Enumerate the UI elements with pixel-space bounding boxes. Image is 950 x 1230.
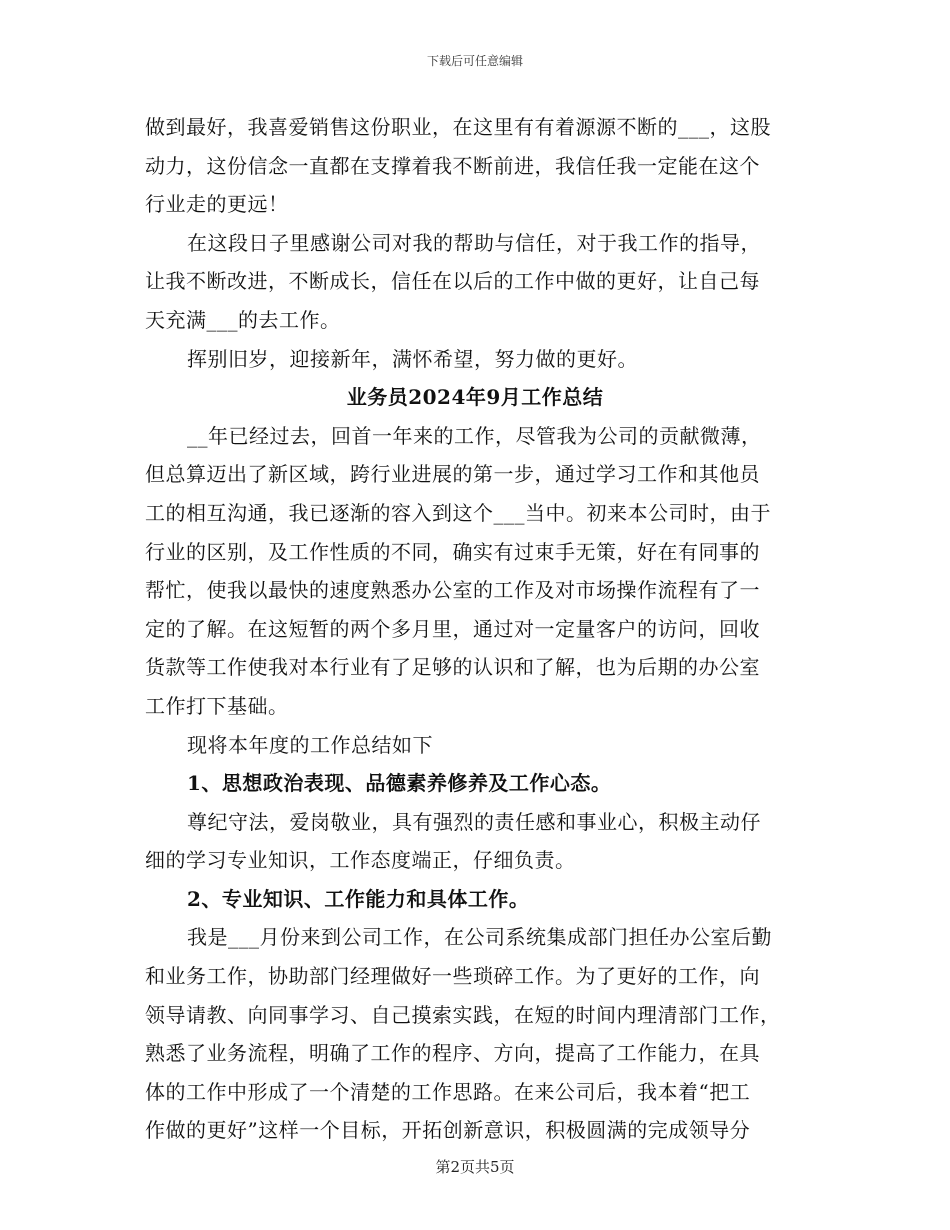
paragraph-line: 帮忙，使我以最快的速度熟悉办公室的工作及对市场操作流程有了一	[145, 578, 760, 603]
subheading-2: 2、专业知识、工作能力和具体工作。	[187, 886, 530, 911]
paragraph-line: 工作打下基础。	[145, 693, 289, 718]
paragraph-line: __年已经过去，回首一年来的工作，尽管我为公司的贡献微薄，	[187, 423, 762, 448]
paragraph-line: 行业走的更远！	[145, 192, 289, 217]
paragraph-line: 细的学习专业知识，工作态度端正，仔细负责。	[145, 848, 576, 873]
paragraph-line: 领导请教、向同事学习、自己摸索实践，在短的时间内理清部门工作，	[145, 1002, 781, 1027]
document-body	[145, 108, 805, 1150]
subheading-1: 1、思想政治表现、品德素养修养及工作心态。	[187, 771, 612, 796]
paragraph-line: 在这段日子里感谢公司对我的帮助与信任，对于我工作的指导，	[187, 230, 761, 255]
paragraph-line: 现将本年度的工作总结如下	[187, 732, 433, 757]
paragraph-line: 但总算迈出了新区域，跨行业进展的第一步，通过学习工作和其他员	[145, 462, 760, 487]
paragraph-line: 天充满___的去工作。	[145, 307, 341, 332]
paragraph-line: 动力，这份信念一直都在支撑着我不断前进，我信任我一定能在这个	[145, 153, 760, 178]
page-number: 第2页共5页	[435, 1158, 515, 1176]
paragraph-line: 行业的区别，及工作性质的不同，确实有过束手无策，好在有同事的	[145, 539, 760, 564]
paragraph-line: 工的相互沟通，我已逐渐的容入到这个___当中。初来本公司时，由于	[145, 500, 771, 525]
page-header: 下载后可任意编辑	[426, 54, 523, 68]
paragraph-line: 定的了解。在这短暂的两个多月里，通过对一定量客户的访问，回收	[145, 616, 760, 641]
paragraph-line: 挥别旧岁，迎接新年，满怀希望，努力做的更好。	[187, 346, 638, 371]
paragraph-line: 作做的更好”这样一个目标，开拓创新意识，积极圆满的完成领导分	[145, 1118, 751, 1143]
paragraph-line: 熟悉了业务流程，明确了工作的程序、方向，提高了工作能力，在具	[145, 1041, 760, 1066]
paragraph-line: 尊纪守法，爱岗敬业，具有强烈的责任感和事业心，积极主动仔	[187, 809, 761, 834]
paragraph-line: 和业务工作，协助部门经理做好一些琐碎工作。为了更好的工作，向	[145, 964, 760, 989]
paragraph-line: 体的工作中形成了一个清楚的工作思路。在来公司后，我本着“把工	[145, 1079, 751, 1104]
paragraph-line: 做到最好，我喜爱销售这份职业，在这里有有着源源不断的___，这股	[145, 115, 771, 139]
paragraph-line: 让我不断改进，不断成长，信任在以后的工作中做的更好，让自己每	[145, 269, 760, 294]
section-title: 业务员2024年9月工作总结	[346, 385, 604, 410]
paragraph-line: 我是___月份来到公司工作，在公司系统集成部门担任办公室后勤	[187, 925, 772, 950]
paragraph-line: 货款等工作使我对本行业有了足够的认识和了解，也为后期的办公室	[145, 655, 760, 680]
